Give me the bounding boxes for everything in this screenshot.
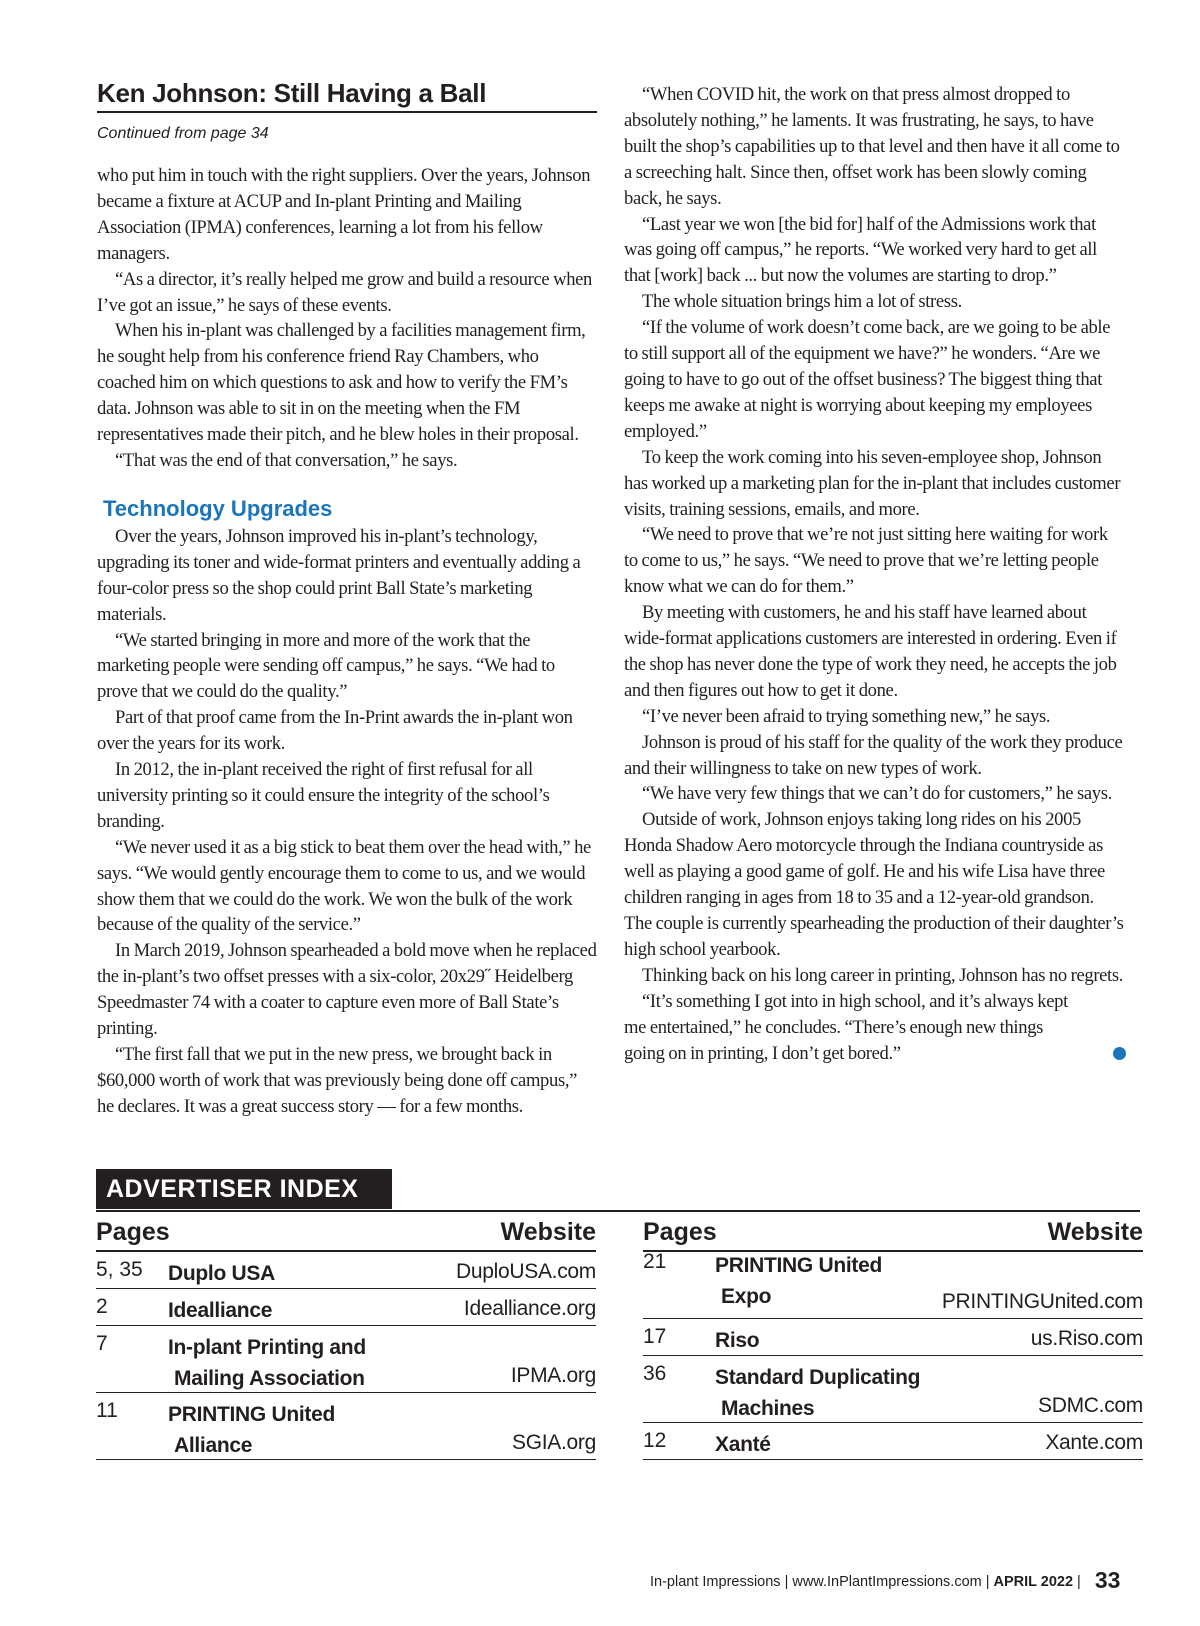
advertiser-pages: 2 [96,1295,108,1318]
advertiser-name-line2: Mailing Association [174,1367,365,1390]
advertiser-name [715,1362,920,1424]
advertiser-name-line1: Standard Duplicating [715,1366,921,1389]
article-paragraph: In March 2019, Johnson spearheaded a bold move when he replaced the in-plant’s two offset presses with a six-color, 20x29˝ Heidelberg Speedmaster 74 with a coater to capture even more of Ball State’s printing. [97,940,597,1040]
article-paragraph: who put him in touch with the right suppliers. Over the years, Johnson became a fixture at ACUP and In-plant Printing and Mailing Association (IPMA) conferences, learning a lot from his fellow managers. [97,165,591,264]
article-paragraph: “We started bringing in more and more of the work that the marketing people were sending off campus,” he says. “We had to prove that we could do the quality.” [97,629,555,703]
advertiser-name-line1: In-plant Printing and [168,1336,366,1359]
website-column-header: Website [500,1218,596,1246]
advertiser-website[interactable]: DuploUSA.com [456,1260,596,1283]
advertiser-row [643,1423,1143,1460]
pages-column-header: Pages [643,1218,717,1246]
advertiser-row [643,1252,1143,1319]
section-heading: Technology Upgrades [103,495,333,521]
advertiser-pages: 11 [96,1399,118,1422]
advertiser-name-line1: Riso [715,1329,760,1352]
article-right-column [624,82,1124,1066]
footer-separator: | [784,1574,789,1590]
article-paragraph: Thinking back on his long career in printing, Johnson has no regrets. [642,964,1124,986]
advertiser-row [643,1319,1143,1356]
article-paragraph: By meeting with customers, he and his staff have learned about wide-format applications customers are interested in ordering. Even if the shop has never done the type of work they need, he accepts the job and then figures out how to get it done. [624,602,1117,701]
advertiser-website[interactable]: SGIA.org [512,1431,596,1454]
article-paragraph: When his in-plant was challenged by a facilities management firm, he sought help from his conference friend Ray Chambers, who coached him on which questions to ask and how to verify the FM’s data. Johnson was able to sit in on the meeting when the FM representatives made their pitch, and he blew holes in their proposal. [97,320,586,446]
advertiser-name-line1: Duplo USA [168,1262,275,1285]
advertiser-pages: 5, 35 [96,1258,143,1281]
article-paragraph: “It’s something I got into in high school, and it’s always kept me entertained,” he concludes. “There’s enough new things going on in printing, I don’t get bored.” [624,990,1068,1064]
article-paragraph: “We have very few things that we can’t do for customers,” he says. [642,783,1112,805]
advertiser-table-right [643,1218,1143,1460]
final-paragraph-wrap [624,989,1124,1067]
article-paragraph: “If the volume of work doesn’t come back, are we going to be able to still support all of the equipment we have?” he wonders. “Are we going to have to go out of the offset business? The biggest thing that keeps me awake at night is worrying about keeping my employees employed.” [624,317,1111,442]
advertiser-pages: 17 [643,1325,667,1348]
footer-separator: | [985,1574,990,1590]
article-paragraph: “We never used it as a big stick to beat them over the head with,” he says. “We would gently encourage them to come to us, and we would show them that we could do the work. We won the bulk of the work because of the quality of the service.” [97,836,591,936]
page-footer [650,1567,1170,1594]
advertiser-row [96,1393,596,1460]
advertiser-pages: 12 [643,1429,667,1452]
advertiser-row [96,1326,596,1393]
advertiser-name-line2: Machines [721,1397,815,1420]
advertiser-website[interactable]: IPMA.org [510,1364,596,1387]
advertiser-table-left [96,1218,596,1460]
magazine-name: In-plant Impressions [650,1574,781,1590]
advertiser-website[interactable]: Idealliance.org [463,1297,596,1320]
advertiser-name [715,1250,882,1312]
advertiser-row [96,1289,596,1326]
advertiser-row [643,1356,1143,1423]
advertiser-website[interactable]: PRINTINGUnited.com [941,1290,1143,1313]
advertiser-website[interactable]: SDMC.com [1038,1394,1143,1417]
article-paragraph: “I’ve never been afraid to trying something new,” he says. [642,705,1051,727]
article-paragraph: “As a director, it’s really helped me grow and build a resource when I’ve got an issue,” he says of these events. [97,268,592,316]
advertiser-pages: 7 [96,1332,108,1355]
advertiser-name [168,1295,272,1326]
advertiser-name-line1: PRINTING United [168,1403,335,1426]
article-paragraph: Outside of work, Johnson enjoys taking long rides on his 2005 Honda Shadow Aero motorcycle through the Indiana countryside as well as playing a good game of golf. He and his wife Lisa have three children ranging in ages from 18 to 35 and a 12-year-old grandson. The couple is currently spearheading the production of their daughter’s high school yearbook. [624,809,1124,960]
advertiser-pages: 36 [643,1362,667,1385]
magazine-url[interactable]: www.InPlantImpressions.com [792,1574,982,1590]
article-paragraph: The whole situation brings him a lot of stress. [642,291,962,313]
advertiser-name-line1: PRINTING United [715,1254,882,1277]
advertiser-table-header [643,1218,1143,1252]
article-paragraph: “We need to prove that we’re not just sitting here waiting for work to come to us,” he says. “We need to prove that we’re letting people know what we can do for them.” [624,524,1108,598]
website-column-header: Website [1047,1218,1143,1246]
article-paragraph: “When COVID hit, the work on that press almost dropped to absolutely nothing,” he laments. It was frustrating, he says, to have built the shop’s capabilities up to that level and then have it all come to a screeching halt. Since then, offset work has been slowly coming back, he says. [624,84,1120,209]
advertiser-website[interactable]: us.Riso.com [1030,1327,1143,1350]
advertiser-website[interactable]: Xante.com [1045,1431,1143,1454]
advertiser-name [168,1258,275,1289]
advertiser-row [96,1252,596,1289]
advertiser-name-line1: Xanté [715,1433,771,1456]
pages-column-header: Pages [96,1218,170,1246]
advertiser-name [715,1325,759,1356]
advertiser-name-line2: Alliance [174,1434,253,1457]
page-number: 33 [1094,1567,1121,1593]
article-paragraph: “The first fall that we put in the new press, we brought back in $60,000 worth of work that was previously being done off campus,” he declares. It was a great success story — for a few months. [97,1044,578,1117]
article-paragraph: Johnson is proud of his staff for the quality of the work they produce and their willingness to take on new types of work. [624,731,1123,779]
advertiser-name [715,1429,771,1460]
advertiser-name [168,1332,366,1394]
advertiser-name-line1: Idealliance [168,1299,273,1322]
advertiser-table-header [96,1218,596,1252]
advertiser-name [168,1399,335,1461]
footer-separator: | [1077,1574,1081,1590]
article-paragraph: “That was the end of that conversation,” he says. [115,449,458,471]
continued-from-note: Continued from page 34 [97,125,269,142]
article-title: Ken Johnson: Still Having a Ball [97,78,597,113]
end-of-article-dot-icon [1113,1047,1126,1060]
advertiser-index-title: ADVERTISER INDEX [96,1169,392,1209]
article-paragraph: Over the years, Johnson improved his in-plant’s technology, upgrading its toner and wide-format printers and eventually adding a four-color press so the shop could print Ball State’s marketing materials. [97,525,581,625]
article-paragraph: “Last year we won [the bid for] half of the Admissions work that was going off campus,” he reports. “We worked very hard to get all that [work] back ... but now the volumes are starting to drop.” [624,213,1097,287]
advertiser-index-rule [96,1210,1140,1212]
advertiser-name-line2: Expo [721,1285,772,1308]
article-paragraph: In 2012, the in-plant received the right of first refusal for all university printing so it could ensure the integrity of the school’s branding. [97,759,550,832]
issue-date: APRIL 2022 [993,1574,1074,1590]
article-left-column [97,78,597,1120]
article-paragraph: To keep the work coming into his seven-employee shop, Johnson has worked up a marketing plan for the in-plant that includes customer visits, training sessions, emails, and more. [624,446,1121,520]
article-paragraph: Part of that proof came from the In-Print awards the in-plant won over the years for its work. [97,707,573,755]
advertiser-pages: 21 [643,1250,667,1273]
